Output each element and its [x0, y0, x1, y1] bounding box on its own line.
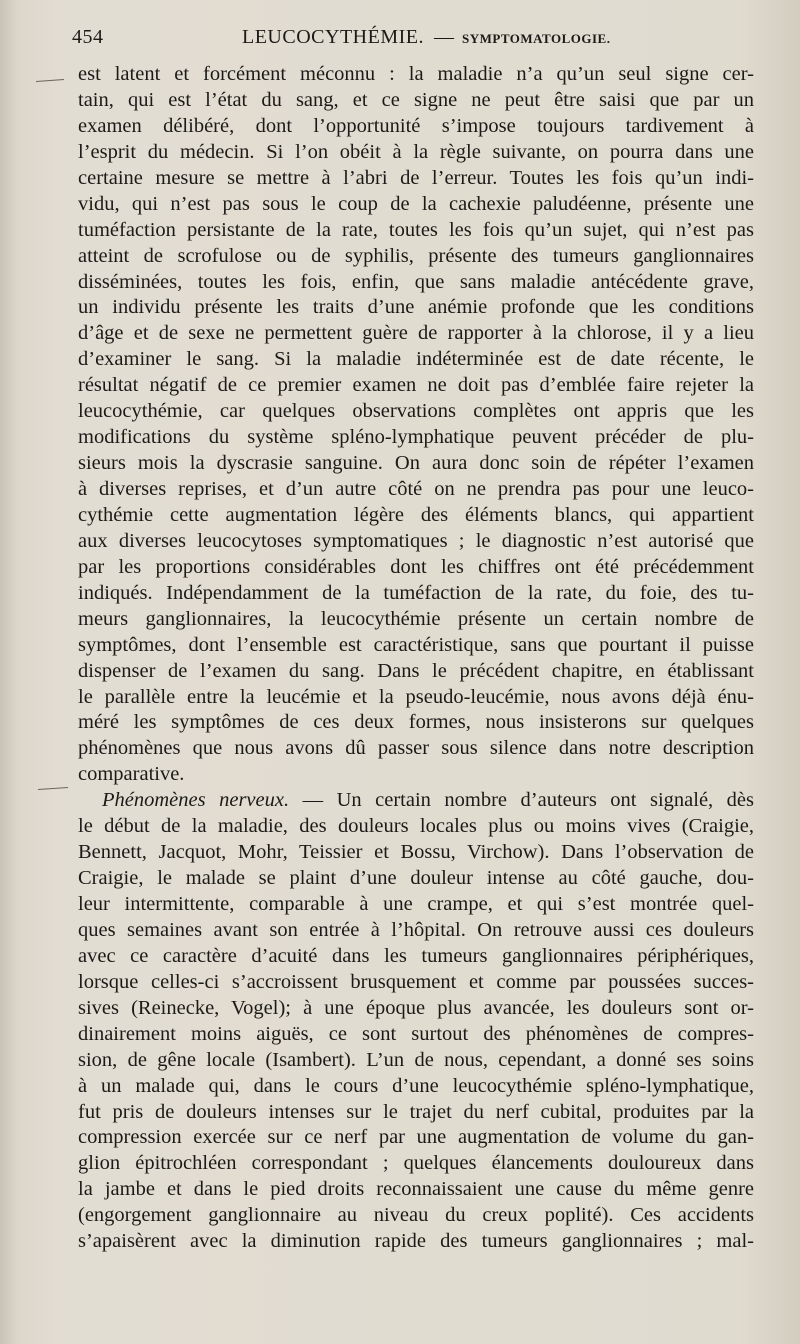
text-line: symptômes, dont l’ensemble est caractéristique, sans que pourtant il puisse — [78, 633, 754, 656]
text-line: tain, qui est l’état du sang, et ce signe ne peut être saisi que par un — [78, 88, 754, 111]
text-line: dispenser de l’examen du sang. Dans le précédent chapitre, en établissant — [78, 659, 754, 682]
margin-pencil-mark — [38, 787, 68, 790]
text-line: le début de la maladie, des douleurs locales plus ou moins vives (Craigie, — [78, 815, 754, 838]
body-text — [78, 62, 754, 1255]
text-line: comparative. — [78, 763, 185, 786]
margin-pencil-mark — [36, 79, 64, 82]
text-line: par les proportions considérables dont les chiffres ont été précédemment — [78, 555, 754, 578]
text-line: meurs ganglionnaires, la leucocythémie présente un certain nombre de — [78, 607, 754, 630]
text-line: (engorgement ganglionnaire au niveau du creux poplité). Ces accidents — [78, 1204, 754, 1227]
page-number: 454 — [72, 26, 104, 48]
text-line: lorsque celles-ci s’accroissent brusquement et comme par poussées succes- — [78, 970, 754, 993]
text-line: méré les symptômes de ces deux formes, nous insisterons sur quelques — [78, 711, 754, 734]
chapter-title: LEUCOCYTHÉMIE. — [242, 26, 424, 48]
text-line: atteint de scrofulose ou de syphilis, présente des tumeurs ganglionnaires — [78, 244, 754, 267]
text-line: s’apaisèrent avec la diminution rapide des tumeurs ganglionnaires ; mal- — [78, 1230, 754, 1253]
text-line: l’esprit du médecin. Si l’on obéit à la règle suivante, on pourra dans une — [78, 140, 754, 163]
text-line: à un malade qui, dans le cours d’une leucocythémie spléno-lymphatique, — [78, 1074, 754, 1097]
section-subtitle: SYMPTOMATOLOGIE. — [461, 31, 611, 46]
text-line: examen délibéré, dont l’opportunité s’impose toujours tardivement à — [78, 114, 754, 137]
text-line: à diverses reprises, et d’un autre côté on ne prendra pas pour une leuco- — [78, 478, 754, 500]
text-line: avec ce caractère d’acuité dans les tumeurs ganglionnaires périphériques, — [78, 944, 754, 967]
text-line: phénomènes que nous avons dû passer sous silence dans notre description — [78, 737, 754, 760]
title-separator: — — [433, 26, 454, 48]
text-line: sion, de gêne locale (Isambert). L’un de nous, cependant, a donné ses soins — [78, 1048, 754, 1071]
section-title: Phénomènes nerveux. — [102, 789, 290, 812]
text-line: compression exercée sur ce nerf par une augmentation de volume du gan- — [78, 1126, 754, 1149]
text-line: le parallèle entre la leucémie et la pseudo-leucémie, nous avons déjà énu- — [78, 685, 754, 708]
text-line: un individu présente les traits d’une anémie profonde que les conditions — [78, 296, 754, 319]
text-line: vidu, qui n’est pas sous le coup de la cachexie paludéenne, présente une — [78, 192, 754, 215]
section-first-line — [78, 788, 754, 814]
text-line: cythémie cette augmentation légère des éléments blancs, qui appartient — [78, 503, 754, 526]
text-line: résultat négatif de ce premier examen ne doit pas d’emblée faire rejeter la — [78, 374, 754, 397]
text-line: Craigie, le malade se plaint d’une douleur intense au côté gauche, dou- — [78, 867, 754, 890]
text-line: Bennett, Jacquot, Mohr, Teissier et Bossu, Virchow). Dans l’observation de — [78, 841, 754, 864]
text-line: fut pris de douleurs intenses sur le trajet du nerf cubital, produites par la — [78, 1100, 754, 1123]
text-line: glion épitrochléen correspondant ; quelques élancements douloureux dans — [78, 1152, 754, 1175]
text-line: la jambe et dans le pied droits reconnaissaient une cause du même genre — [78, 1178, 754, 1201]
text-line: indiqués. Indépendamment de la tuméfaction de la rate, du foie, des tu- — [78, 581, 754, 604]
text-line: d’âge et de sexe ne permettent guère de rapporter à la chlorose, il y a lieu — [78, 322, 754, 345]
text-line: d’examiner le sang. Si la maladie indéterminée est de date récente, le — [78, 348, 754, 371]
text-line: ques semaines avant son entrée à l’hôpital. On retrouve aussi ces douleurs — [78, 918, 754, 941]
section-first-line-text: — Un certain nombre d’auteurs ont signalé, dès — [289, 789, 754, 812]
text-line: sives (Reinecke, Vogel); à une époque plus avancée, les douleurs sont or- — [78, 996, 754, 1019]
text-line: dinairement moins aiguës, ce sont surtout des phénomènes de compres- — [78, 1022, 754, 1045]
text-line: leur intermittente, comparable à une crampe, et qui s’est montrée quel- — [78, 893, 754, 915]
text-line: est latent et forcément méconnu : la maladie n’a qu’un seul signe cer- — [78, 63, 754, 85]
text-line: leucocythémie, car quelques observations complètes ont appris que les — [78, 400, 754, 423]
text-line: aux diverses leucocytoses symptomatiques ; le diagnostic n’est autorisé que — [78, 529, 754, 552]
text-line: modifications du système spléno-lymphatique peuvent précéder de plu- — [78, 426, 754, 449]
text-line: certaine mesure se mettre à l’abri de l’erreur. Toutes les fois qu’un indi- — [78, 166, 754, 189]
text-line: disséminées, toutes les fois, enfin, que sans maladie antécédente grave, — [78, 270, 754, 293]
text-line: tuméfaction persistante de la rate, toutes les fois qu’un sujet, qui n’est pas — [78, 218, 754, 241]
running-title — [242, 26, 610, 49]
text-line: sieurs mois la dyscrasie sanguine. On aura donc soin de répéter l’examen — [78, 452, 754, 475]
page-header — [72, 26, 752, 56]
